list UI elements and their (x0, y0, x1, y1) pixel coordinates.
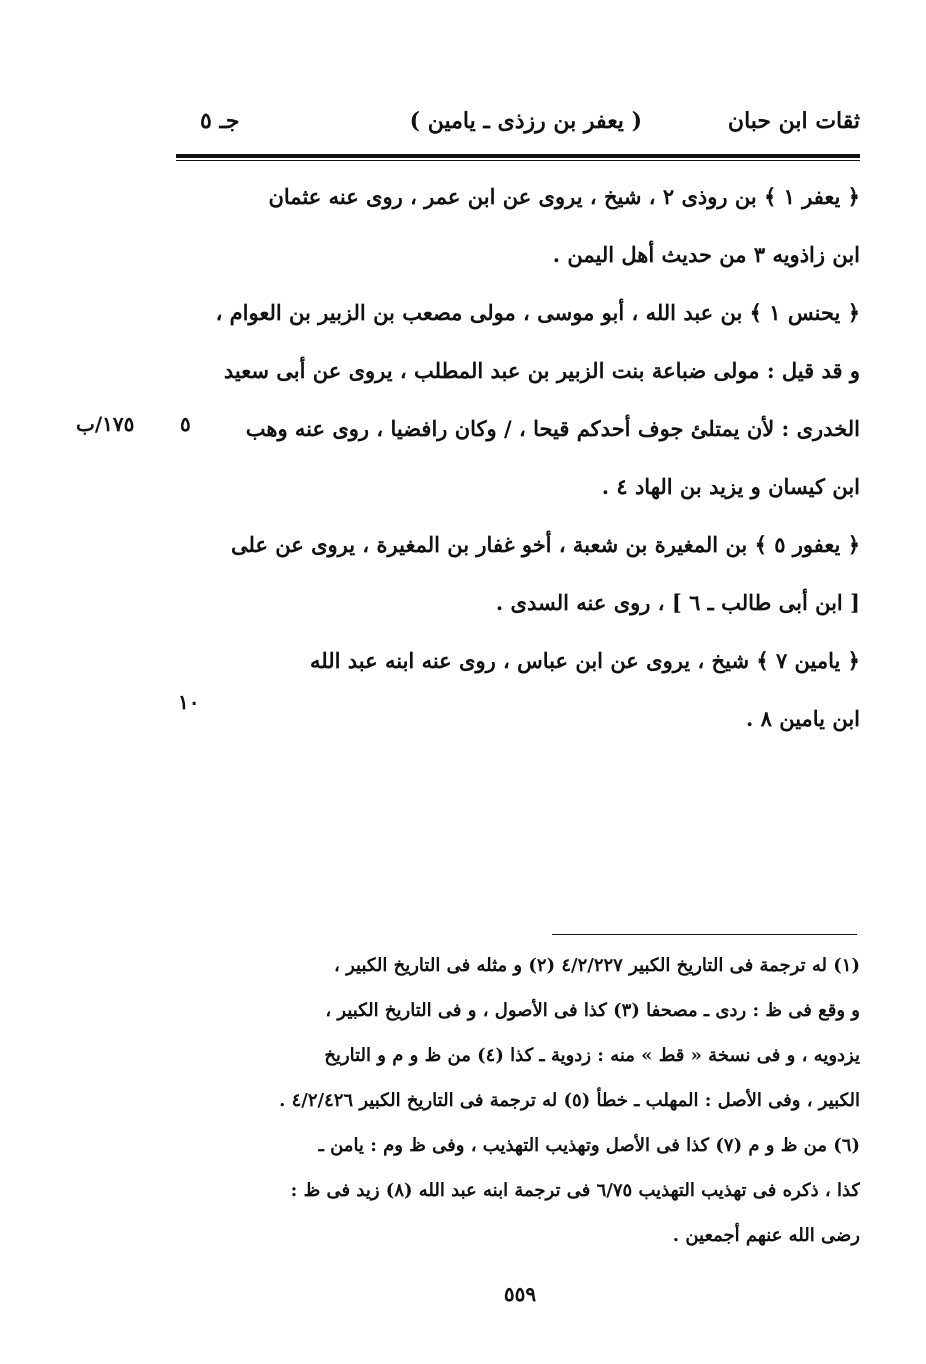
text-line: ﴿ يامين ٧ ﴾ شيخ ، يروى عن ابن عباس ، روى عنه ابنه عبد الله (310, 648, 860, 673)
header-rule-thin (176, 160, 860, 161)
footnote-line: (١) له ترجمة فى التاريخ الكبير ٤/٢/٢٢٧ (٢) و مثله فى التاريخ الكبير ، (334, 955, 860, 976)
footnote-line: (٦) من ظ و م (٧) كذا فى الأصل وتهذيب التهذيب ، وفى ظ وم : يامن ـ (318, 1135, 860, 1156)
text-line: و قد قيل : مولى ضباعة بنت الزبير بن عبد المطلب ، يروى عن أبى سعيد (223, 358, 860, 383)
text-line: ابن زاذويه ٣ من حديث أهل اليمن . (552, 242, 860, 267)
footnote-line: و وقع فى ظ : ردى ـ مصحفا (٣) كذا فى الأصول ، و فى التاريخ الكبير ، (325, 1000, 860, 1021)
footnotes (204, 946, 860, 1261)
text-line: [ ابن أبى طالب ـ ٦ ] ، روى عنه السدى . (495, 590, 860, 615)
margin-folio-marker: ١٧٥/ب (76, 412, 135, 436)
margin-line-number-5: ٥ (180, 412, 191, 436)
footnote-separator (552, 934, 857, 935)
page-number: ٥٥٩ (503, 1282, 537, 1306)
text-line: ﴿ يحنس ١ ﴾ بن عبد الله ، أبو موسى ، مولى مصعب بن الزبير بن العوام ، (215, 300, 860, 325)
margin-line-number-10: ١٠ (178, 690, 200, 714)
header-rule (176, 154, 860, 158)
footnote-line: كذا ، ذكره فى تهذيب التهذيب ٦/٧٥ فى ترجمة ابنه عبد الله (٨) زيد فى ظ : (290, 1180, 860, 1201)
footnote-line: الكبير ، وفى الأصل : المهلب ـ خطأ (٥) له ترجمة فى التاريخ الكبير ٤/٢/٤٢٦ . (279, 1090, 860, 1111)
main-text (200, 172, 860, 752)
header-book-title: ثقات ابن حبان (727, 108, 860, 134)
text-line: ابن كيسان و يزيد بن الهاد ٤ . (601, 474, 860, 499)
footnote-line: رضى الله عنهم أجمعين . (672, 1225, 860, 1246)
footnote-line: يزدويه ، و فى نسخة « قط » منه : زدوية ـ كذا (٤) من ظ و م و التاريخ (324, 1045, 860, 1066)
header-entry-range: ( يعفر بن رزذى ـ يامين ) (409, 108, 642, 134)
text-line: ﴿ يعفور ٥ ﴾ بن المغيرة بن شعبة ، أخو غفار بن المغيرة ، يروى عن على (230, 532, 860, 557)
running-header (176, 108, 860, 148)
text-line: ﴿ يعفر ١ ﴾ بن روذى ٢ ، شيخ ، يروى عن ابن عمر ، روى عنه عثمان (268, 184, 860, 209)
text-line: الخدرى : لأن يمتلئ جوف أحدكم قيحا ، / وكان رافضيا ، روى عنه وهب (245, 416, 860, 441)
header-volume: جـ ٥ (200, 108, 240, 134)
text-line: ابن يامين ٨ . (745, 706, 860, 731)
